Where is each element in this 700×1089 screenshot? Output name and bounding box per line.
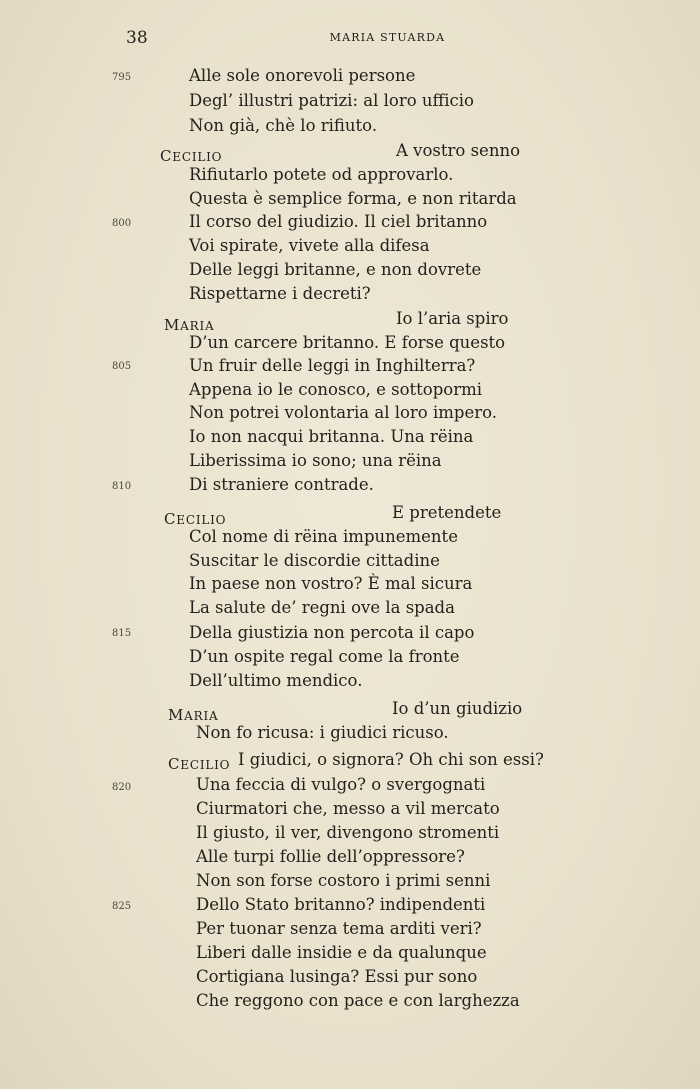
verse-line: Ciurmatori che, messo a vil mercato <box>196 799 500 818</box>
verse-line: Col nome di rëina impunemente <box>189 527 458 546</box>
verse-line: Un fruir delle leggi in Inghilterra? <box>189 356 476 375</box>
verse-line: Suscitar le discordie cittadine <box>189 551 440 570</box>
verse-line: In paese non vostro? È mal sicura <box>189 574 473 593</box>
verse-line: Rifiutarlo potete od approvarlo. <box>189 165 454 184</box>
verse-line: Il corso del giudizio. Il ciel britanno <box>189 212 488 231</box>
speaker-name: CECILIO <box>168 755 231 773</box>
verse-line: Delle leggi britanne, e non dovrete <box>189 260 482 279</box>
verse-line: Non fo ricusa: i giudici ricuso. <box>196 723 449 742</box>
line-number: 825 <box>112 901 132 912</box>
speaker-name: MARIA <box>164 316 215 334</box>
verse-line: Alle turpi follie dell’oppressore? <box>196 847 465 866</box>
verse-line: D’un ospite regal come la fronte <box>189 647 460 666</box>
verse-line: Dell’ultimo mendico. <box>189 671 363 690</box>
line-number: 800 <box>112 218 132 229</box>
line-number: 815 <box>112 628 132 639</box>
verse-line: Io non nacqui britanna. Una rëina <box>189 427 474 446</box>
line-number: 805 <box>112 361 132 372</box>
verse-line: La salute de’ regni ove la spada <box>189 598 455 617</box>
verse-line: Liberi dalle insidie e da qualunque <box>196 943 487 962</box>
verse-line: Rispettarne i decreti? <box>189 284 371 303</box>
verse-line: Io d’un giudizio <box>392 699 523 718</box>
verse-line: Non potrei volontaria al loro impero. <box>189 403 498 422</box>
verse-line: Non son forse costoro i primi senni <box>196 871 491 890</box>
verse-line: Io l’aria spiro <box>396 309 509 328</box>
verse-line: Appena io le conosco, e sottopormi <box>189 380 483 399</box>
line-number: 820 <box>112 782 132 793</box>
verse-line: Liberissima io sono; una rëina <box>189 451 442 470</box>
verse-line: Della giustizia non percota il capo <box>189 623 475 642</box>
verse-line: Una feccia di vulgo? o svergognati <box>196 775 486 794</box>
verse-line: Dello Stato britanno? indipendenti <box>196 895 486 914</box>
verse-line: Non già, chè lo rifiuto. <box>189 116 378 135</box>
verse-line: Degl’ illustri patrizi: al loro ufficio <box>189 91 474 110</box>
running-title: MARIA STUARDA <box>329 31 446 44</box>
speaker-name: MARIA <box>168 706 219 724</box>
verse-line: Voi spirate, vivete alla difesa <box>189 236 430 255</box>
verse-line: Che reggono con pace e con larghezza <box>196 991 520 1010</box>
verse-line: D’un carcere britanno. E forse questo <box>189 333 506 352</box>
verse-line: A vostro senno <box>396 141 520 160</box>
verse-line: I giudici, o signora? Oh chi son essi? <box>238 750 544 769</box>
verse-line: E pretendete <box>392 503 502 522</box>
speaker-name: CECILIO <box>160 147 223 165</box>
verse-line: Alle sole onorevoli persone <box>189 66 416 85</box>
line-number: 810 <box>112 481 132 492</box>
page-number: 38 <box>126 28 148 48</box>
line-number: 795 <box>112 72 132 83</box>
verse-line: Per tuonar senza tema arditi veri? <box>196 919 482 938</box>
verse-line: Il giusto, il ver, divengono stromenti <box>196 823 500 842</box>
verse-line: Cortigiana lusinga? Essi pur sono <box>196 967 478 986</box>
speaker-name: CECILIO <box>164 510 227 528</box>
verse-line: Questa è semplice forma, e non ritarda <box>189 189 517 208</box>
verse-line: Di straniere contrade. <box>189 475 374 494</box>
